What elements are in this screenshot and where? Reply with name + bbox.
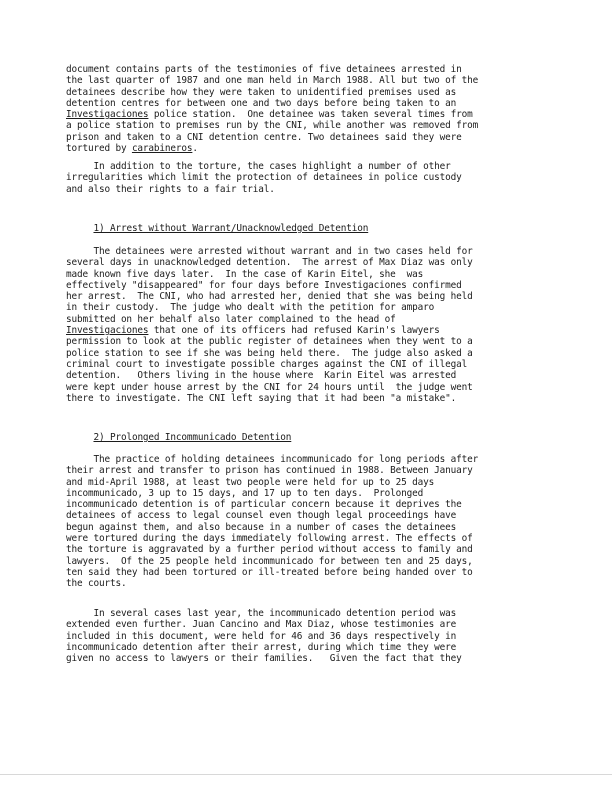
section-heading-prolonged-incommunicado: [66, 432, 536, 443]
text-segment: begun against them, and also because in a number of cases the detainees: [66, 521, 457, 533]
paragraph-prolonged-incommunicado: [66, 454, 536, 590]
text-line: [66, 370, 536, 381]
text-segment: ten said they had been tortured or ill-treated before being handed over to: [66, 566, 473, 578]
text-segment: extended even further. Juan Cancino and Max Diaz, whose testimonies are: [66, 619, 457, 631]
page-bottom-rule: [0, 774, 612, 775]
underlined-text: carabineros: [131, 143, 193, 155]
text-line: [66, 488, 536, 499]
text-line: [66, 454, 536, 465]
underlined-text: Investigaciones: [66, 109, 149, 121]
text-segment: there to investigate. The CNI left saying that it had been "a mistake".: [66, 392, 457, 404]
text-line: [66, 132, 536, 143]
text-segment: a police station to premises run by the CNI, while another was removed from: [66, 120, 479, 132]
paragraph-intro: [66, 64, 536, 154]
text-line: [66, 522, 536, 533]
text-line: [66, 653, 536, 664]
underlined-text: 2) Prolonged Incommunicado Detention: [93, 432, 292, 443]
text-line: [66, 382, 536, 393]
text-line: [66, 533, 536, 544]
underlined-text: Investigaciones: [66, 325, 149, 337]
text-segment: detention. Others living in the house where Karin Eitel was arrested: [66, 370, 457, 382]
text-segment: submitted on her behalf also later complained to the head of: [66, 313, 396, 325]
text-line: [66, 642, 536, 653]
text-line: [66, 314, 536, 325]
paragraph-extended-detention: [66, 608, 536, 664]
text-line: [66, 269, 536, 280]
text-line: [66, 432, 536, 443]
text-line: [66, 510, 536, 521]
text-segment: document contains parts of the testimonies of five detainees arrested in: [66, 64, 462, 75]
text-line: [66, 556, 536, 567]
text-line: [66, 499, 536, 510]
text-line: [66, 608, 536, 619]
text-segment: incommunicado detention is of particular concern because it deprives the: [66, 499, 462, 511]
text-segment: the last quarter of 1987 and one man held in March 1988. All but two of the: [66, 75, 479, 87]
text-line: [66, 359, 536, 370]
text-line: [66, 184, 536, 195]
paragraph-irregularities: [66, 161, 536, 195]
text-segment: and also their rights to a fair trial.: [66, 183, 275, 195]
text-segment: [66, 223, 93, 234]
text-segment: were tortured during the days immediately following arrest. The effects of: [66, 533, 473, 545]
text-line: [66, 393, 536, 404]
text-segment: irregularities which limit the protection of detainees in police custody: [66, 172, 462, 184]
text-line: [66, 120, 536, 131]
text-line: [66, 223, 536, 234]
text-segment: [66, 432, 93, 443]
text-line: [66, 98, 536, 109]
text-segment: detainees of access to legal counsel even though legal proceedings have: [66, 510, 457, 522]
text-segment: that one of its officers had refused Karin's lawyers: [148, 325, 440, 337]
text-segment: criminal court to investigate possible charges against the CNI of illegal: [66, 358, 468, 370]
text-segment: several days in unacknowledged detention. The arrest of Max Diaz was only: [66, 257, 473, 269]
text-line: [66, 348, 536, 359]
text-line: [66, 257, 536, 268]
text-segment: prison and taken to a CNI detention centre. Two detainees said they were: [66, 131, 462, 143]
text-line: [66, 477, 536, 488]
text-line: [66, 578, 536, 589]
section-heading-arrest-without-warrant: [66, 223, 536, 234]
text-segment: effectively "disappeared" for four days before Investigaciones confirmed: [66, 279, 462, 291]
text-line: [66, 87, 536, 98]
text-line: [66, 109, 536, 120]
text-line: [66, 75, 536, 86]
underlined-text: 1) Arrest without Warrant/Unacknowledged Detention: [93, 223, 369, 234]
text-segment: the courts.: [66, 578, 127, 590]
text-line: [66, 280, 536, 291]
text-segment: in their custody. The judge who dealt with the petition for amparo: [66, 302, 435, 314]
paragraph-arrest-without-warrant: [66, 246, 536, 404]
text-segment: lawyers. Of the 25 people held incommunicado for between ten and 25 days,: [66, 555, 473, 567]
text-line: [66, 172, 536, 183]
text-segment: the torture is aggravated by a further period without access to family and: [66, 544, 473, 556]
text-line: [66, 619, 536, 630]
text-line: [66, 567, 536, 578]
text-segment: included in this document, were held for 46 and 36 days respectively in: [66, 630, 457, 642]
text-segment: her arrest. The CNI, who had arrested her, denied that she was being held: [66, 291, 473, 303]
text-line: [66, 291, 536, 302]
text-line: [66, 336, 536, 347]
text-segment: permission to look at the public register of detainees when they went to a: [66, 336, 473, 348]
text-segment: tortured by: [66, 143, 132, 155]
text-segment: made known five days later. In the case of Karin Eitel, she was: [66, 268, 424, 280]
text-segment: In several cases last year, the incommunicado detention period was: [66, 608, 457, 619]
text-segment: police station to see if she was being held there. The judge also asked a: [66, 347, 473, 359]
text-segment: In addition to the torture, the cases highlight a number of other: [66, 161, 451, 172]
text-segment: police station. One detainee was taken several times from: [148, 109, 473, 121]
text-segment: their arrest and transfer to prison has continued in 1988. Between January: [66, 465, 473, 477]
text-line: [66, 143, 536, 154]
text-line: [66, 631, 536, 642]
text-line: [66, 465, 536, 476]
text-segment: The detainees were arrested without warrant and in two cases held for: [66, 246, 473, 257]
text-segment: detention centres for between one and two days before being taken to an: [66, 97, 457, 109]
text-segment: incommunicado detention after their arrest, during which time they were: [66, 641, 457, 653]
text-line: [66, 64, 536, 75]
text-segment: The practice of holding detainees incommunicado for long periods after: [66, 454, 479, 465]
text-segment: detainees describe how they were taken to unidentified premises used as: [66, 86, 457, 98]
text-segment: given no access to lawyers or their families. Given the fact that they: [66, 653, 462, 665]
text-segment: .: [192, 143, 198, 155]
text-segment: incommunicado, 3 up to 15 days, and 17 up to ten days. Prolonged: [66, 487, 424, 499]
text-line: [66, 161, 536, 172]
text-line: [66, 544, 536, 555]
text-segment: were kept under house arrest by the CNI for 24 hours until the judge went: [66, 381, 473, 393]
text-line: [66, 302, 536, 313]
text-line: [66, 246, 536, 257]
text-segment: and mid-April 1988, at least two people were held for up to 25 days: [66, 476, 435, 488]
text-line: [66, 325, 536, 336]
